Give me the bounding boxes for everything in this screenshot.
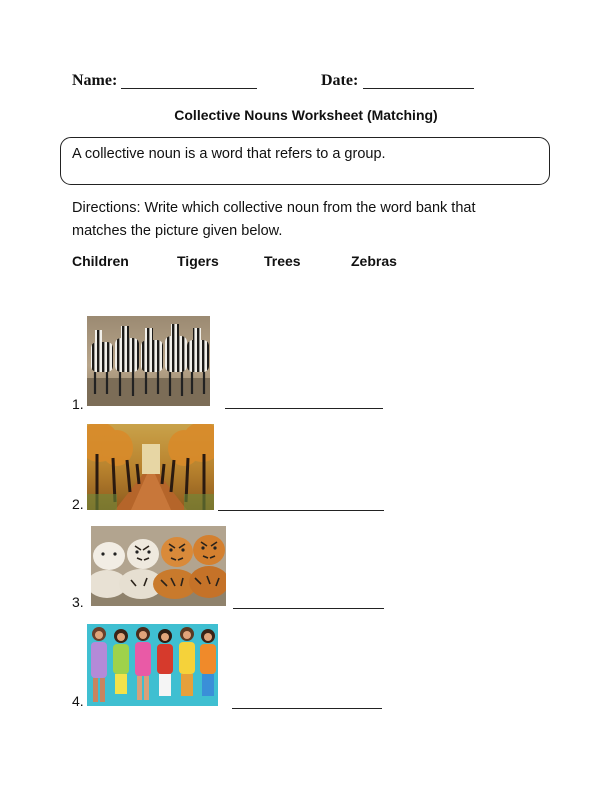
definition-text: A collective noun is a word that refers to a group. bbox=[72, 146, 386, 162]
word-bank-item: Tigers bbox=[177, 253, 219, 269]
children-image bbox=[87, 624, 218, 706]
tigers-image bbox=[91, 526, 226, 606]
answer-line-3[interactable] bbox=[233, 608, 384, 609]
question-number: 3. bbox=[72, 594, 84, 610]
question-number: 4. bbox=[72, 693, 84, 709]
word-bank-item: Zebras bbox=[351, 253, 397, 269]
name-field[interactable] bbox=[121, 88, 257, 89]
date-field[interactable] bbox=[363, 88, 474, 89]
question-number: 2. bbox=[72, 496, 84, 512]
answer-line-4[interactable] bbox=[232, 708, 382, 709]
name-label: Name: bbox=[72, 72, 118, 89]
worksheet-title: Collective Nouns Worksheet (Matching) bbox=[174, 107, 438, 123]
question-number: 1. bbox=[72, 396, 84, 412]
word-bank-item: Trees bbox=[264, 253, 301, 269]
zebras-image bbox=[87, 316, 210, 406]
answer-line-2[interactable] bbox=[218, 510, 384, 511]
answer-line-1[interactable] bbox=[225, 408, 383, 409]
date-label: Date: bbox=[321, 72, 359, 89]
word-bank-item: Children bbox=[72, 253, 129, 269]
trees-image bbox=[87, 424, 214, 510]
directions-text: Directions: Write which collective noun from the word bank that matches the picture given below. bbox=[72, 200, 476, 239]
